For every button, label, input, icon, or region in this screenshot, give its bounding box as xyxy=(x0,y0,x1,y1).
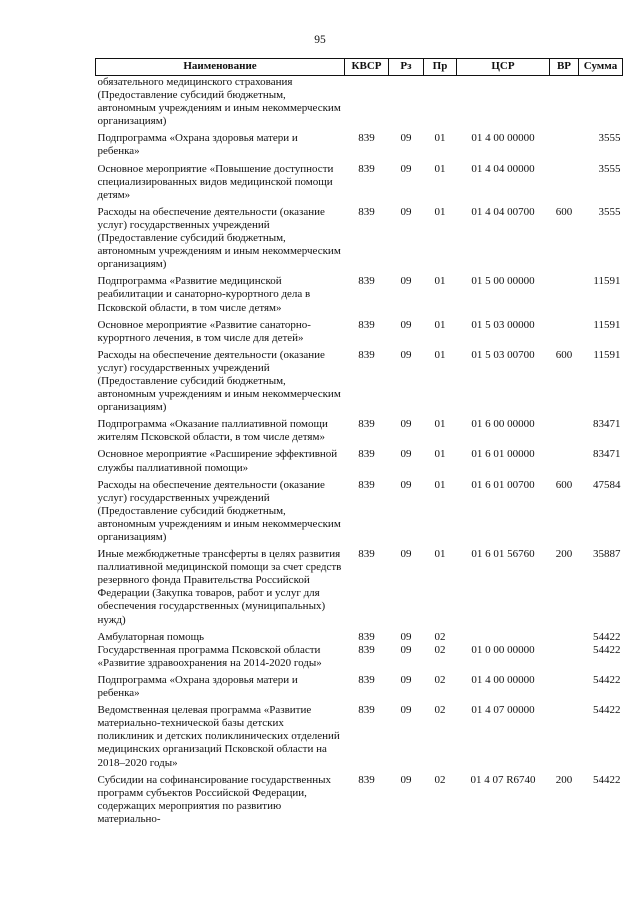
cell-rz: 09 xyxy=(400,478,412,491)
cell-sum: 54422 xyxy=(593,630,621,643)
cell-pr: 01 xyxy=(434,448,446,461)
cell-kvsr: 839 xyxy=(358,548,375,561)
cell-rz: 09 xyxy=(400,643,412,656)
cell-name: Иные межбюджетные трансферты в целях развития паллиативной медицинской помощи за счет средств резервного фонда Правительства Российской Федерации (Закупка товаров, работ и услуг для обеспечения государственных (муниципальных) нужд) xyxy=(97,548,342,626)
cell-pr: 01 xyxy=(434,205,446,218)
cell-pr: 02 xyxy=(434,673,446,686)
cell-csr: 01 6 00 00000 xyxy=(471,418,535,431)
cell-rz xyxy=(389,76,424,133)
cell-vr xyxy=(550,76,579,133)
cell-pr: 01 xyxy=(434,348,446,361)
cell-rz: 09 xyxy=(400,418,412,431)
cell-name: Расходы на обеспечение деятельности (оказание услуг) государственных учреждений (Предоставление субсидий бюджетным, автономным учреждениям и иным некоммерческим организациям) xyxy=(97,478,341,543)
cell-kvsr: 839 xyxy=(358,275,375,288)
cell-kvsr: 839 xyxy=(358,418,375,431)
cell-name: Подпрограмма «Охрана здоровья матери и ребенка» xyxy=(97,673,298,700)
cell-csr: 01 4 04 00000 xyxy=(471,162,535,175)
header-name: Наименование xyxy=(96,59,345,76)
cell-name: обязательного медицинского страхования (Предоставление субсидий бюджетным, автономным учреждениям и иным некоммерческим организациям) xyxy=(97,76,341,128)
table-row xyxy=(96,132,623,162)
cell-sum: 3555 xyxy=(598,162,621,175)
cell-name: Расходы на обеспечение деятельности (оказание услуг) государственных учреждений (Предоставление субсидий бюджетным, автономным учреждениям и иным некоммерческим организациям) xyxy=(97,348,341,414)
cell-vr xyxy=(550,448,579,478)
cell-kvsr: 839 xyxy=(358,348,375,361)
header-pr: Пр xyxy=(424,59,457,76)
cell-csr xyxy=(457,76,550,133)
cell-sum: 3555 xyxy=(598,132,621,145)
cell-kvsr: 839 xyxy=(358,478,375,491)
cell-pr: 02 xyxy=(434,704,446,717)
cell-vr xyxy=(550,644,579,674)
cell-csr: 01 4 07 R6740 xyxy=(470,773,536,786)
table-row xyxy=(96,349,623,418)
cell-csr: 01 6 01 56760 xyxy=(471,548,535,561)
cell-csr: 01 5 03 00000 xyxy=(471,318,535,331)
cell-sum: 54422 xyxy=(593,643,621,656)
cell-rz: 09 xyxy=(400,318,412,331)
cell-kvsr: 839 xyxy=(358,318,375,331)
cell-pr: 01 xyxy=(434,132,446,145)
cell-rz: 09 xyxy=(400,205,412,218)
cell-vr: 600 xyxy=(555,348,573,361)
cell-csr: 01 4 07 00000 xyxy=(471,704,535,717)
cell-pr: 01 xyxy=(434,162,446,175)
cell-rz: 09 xyxy=(400,773,412,786)
cell-vr xyxy=(550,163,579,206)
table-row xyxy=(96,548,623,631)
budget-table xyxy=(95,58,623,830)
cell-kvsr: 839 xyxy=(358,630,375,643)
cell-sum: 11591 xyxy=(593,275,621,288)
table-row xyxy=(96,448,623,478)
cell-vr xyxy=(550,674,579,704)
cell-vr: 600 xyxy=(555,205,573,218)
cell-sum: 11591 xyxy=(593,318,621,331)
cell-rz: 09 xyxy=(400,673,412,686)
cell-pr: 01 xyxy=(434,318,446,331)
cell-csr xyxy=(457,631,550,644)
cell-name: Подпрограмма «Развитие медицинской реабилитации и санаторно-курортного дела в Псковской области, в том числе детям» xyxy=(97,275,311,314)
cell-kvsr xyxy=(345,76,389,133)
cell-csr: 01 5 03 00700 xyxy=(471,348,535,361)
cell-name: Ведомственная целевая программа «Развитие материально-технической базы детских поликлиник и детских поликлинических отделений медицинских организаций Псковской области на 2018–2020 годы» xyxy=(97,704,340,769)
cell-vr xyxy=(550,418,579,448)
header-kvsr: КВСР xyxy=(345,59,389,76)
table-row xyxy=(96,644,623,674)
table-row xyxy=(96,206,623,275)
table-row xyxy=(96,774,623,830)
cell-rz: 09 xyxy=(400,448,412,461)
header-csr: ЦСР xyxy=(457,59,550,76)
cell-kvsr: 839 xyxy=(358,162,375,175)
cell-vr: 200 xyxy=(555,773,573,786)
cell-sum: 54422 xyxy=(593,773,621,786)
table-row xyxy=(96,163,623,206)
cell-name: Основное мероприятие «Повышение доступности специализированных видов медицинской помощи детям» xyxy=(97,162,334,201)
cell-pr: 02 xyxy=(434,773,446,786)
cell-vr: 600 xyxy=(555,478,573,491)
cell-name: Основное мероприятие «Расширение эффективной службы паллиативной помощи» xyxy=(97,448,338,474)
cell-csr: 01 5 00 00000 xyxy=(471,275,535,288)
table-row xyxy=(96,275,623,318)
header-rz: Рз xyxy=(389,59,424,76)
cell-kvsr: 839 xyxy=(358,205,375,218)
cell-name: Подпрограмма «Оказание паллиативной помощи жителям Псковской области, в том числе детям» xyxy=(97,418,328,444)
cell-sum: 54422 xyxy=(593,704,621,717)
cell-sum: 83471 xyxy=(593,448,621,461)
table-row xyxy=(96,479,623,548)
cell-csr: 01 4 00 00000 xyxy=(471,673,535,686)
header-vr: ВР xyxy=(550,59,579,76)
cell-vr xyxy=(550,275,579,318)
cell-vr xyxy=(550,132,579,162)
cell-pr: 02 xyxy=(434,643,446,656)
table-row xyxy=(96,418,623,448)
cell-csr: 01 6 01 00700 xyxy=(471,478,535,491)
cell-kvsr: 839 xyxy=(358,643,375,656)
table-row xyxy=(96,76,623,133)
cell-sum: 54422 xyxy=(593,673,621,686)
cell-kvsr: 839 xyxy=(358,673,375,686)
cell-rz: 09 xyxy=(400,704,412,717)
page-number: 95 xyxy=(314,34,326,46)
cell-csr: 01 4 00 00000 xyxy=(471,132,535,145)
cell-csr: 01 4 04 00700 xyxy=(471,205,535,218)
cell-name: Амбулаторная помощь xyxy=(97,630,205,643)
cell-rz: 09 xyxy=(400,162,412,175)
header-sum: Сумма xyxy=(579,59,623,76)
table-row xyxy=(96,631,623,644)
cell-pr: 01 xyxy=(434,548,446,561)
cell-sum: 3555 xyxy=(598,205,621,218)
cell-sum: 11591 xyxy=(593,348,621,361)
cell-kvsr: 839 xyxy=(358,132,375,145)
cell-pr: 02 xyxy=(434,630,446,643)
cell-rz: 09 xyxy=(400,132,412,145)
cell-sum: 83471 xyxy=(593,418,621,431)
cell-rz: 09 xyxy=(400,348,412,361)
cell-name: Основное мероприятие «Развитие санаторно-курортного лечения, в том числе для детей» xyxy=(97,318,311,344)
cell-csr: 01 0 00 00000 xyxy=(471,643,535,656)
table-header-row xyxy=(96,59,623,76)
cell-sum xyxy=(579,76,623,133)
cell-name: Расходы на обеспечение деятельности (оказание услуг) государственных учреждений (Предоставление субсидий бюджетным, автономным учреждениям и иным некоммерческим организациям) xyxy=(97,205,341,271)
cell-rz: 09 xyxy=(400,548,412,561)
cell-vr: 200 xyxy=(555,548,573,561)
cell-pr: 01 xyxy=(434,418,446,431)
cell-sum: 35887 xyxy=(593,548,621,561)
cell-pr: 01 xyxy=(434,478,446,491)
cell-rz: 09 xyxy=(400,275,412,288)
cell-name: Подпрограмма «Охрана здоровья матери и ребенка» xyxy=(97,132,298,158)
cell-vr xyxy=(550,319,579,349)
cell-kvsr: 839 xyxy=(358,704,375,717)
cell-name: Государственная программа Псковской области «Развитие здравоохранения на 2014-2020 годы» xyxy=(97,643,322,669)
cell-sum: 47584 xyxy=(593,478,621,491)
cell-kvsr: 839 xyxy=(358,773,375,786)
cell-csr: 01 6 01 00000 xyxy=(471,448,535,461)
cell-rz: 09 xyxy=(400,630,412,643)
table-row xyxy=(96,704,623,773)
table-row xyxy=(96,319,623,349)
cell-kvsr: 839 xyxy=(358,448,375,461)
cell-vr xyxy=(550,631,579,644)
cell-vr xyxy=(550,704,579,773)
cell-pr xyxy=(424,76,457,133)
cell-name: Субсидии на софинансирование государственных программ субъектов Российской Федерации, содержащих мероприятия по развитию материально- xyxy=(97,773,331,825)
table-row xyxy=(96,674,623,704)
cell-pr: 01 xyxy=(434,275,446,288)
